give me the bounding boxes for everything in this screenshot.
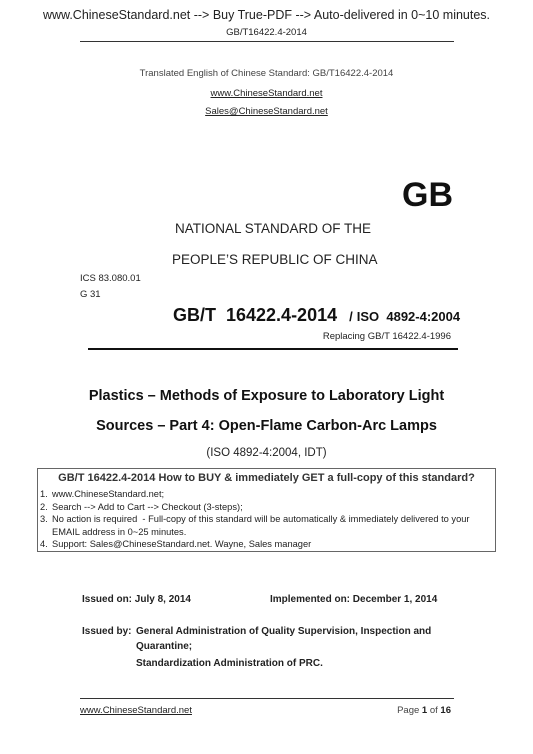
issued-by-label: Issued by:: [82, 626, 132, 637]
list-item: [40, 513, 492, 538]
page-of: of: [429, 705, 438, 716]
gb-mark: GB: [402, 176, 453, 214]
title-line2: Sources – Part 4: Open-Flame Carbon-Arc Lamps: [96, 418, 437, 434]
page-prefix: Page: [397, 705, 420, 716]
standard-number-line: [173, 305, 460, 326]
step-number: 1.: [40, 489, 48, 499]
issuer-line2: Quarantine;: [136, 641, 193, 652]
step-number: 2.: [40, 501, 48, 512]
buy-info-box: [37, 468, 496, 552]
step-text: No action is required - Full-copy of this standard will be automatically & immediately delivered to your EMAIL address in 0~25 minutes.: [52, 514, 473, 537]
footer-website-line: [80, 705, 192, 716]
step-text[interactable]: www.ChineseStandard.net;: [52, 489, 165, 499]
national-standard-line1: NATIONAL STANDARD OF THE: [175, 221, 372, 236]
ics-code: ICS 83.080.01: [80, 273, 141, 284]
buy-steps-list: [40, 488, 492, 551]
page-total: 16: [440, 705, 451, 716]
website-link[interactable]: www.ChineseStandard.net: [210, 88, 323, 99]
issuer-line3: Standardization Administration of PRC.: [136, 658, 323, 669]
footer-website-link[interactable]: www.ChineseStandard.net: [80, 705, 192, 716]
replacing-note: Replacing GB/T 16422.4-1996: [322, 331, 451, 342]
list-item: [40, 488, 492, 501]
step-text: Search --> Add to Cart --> Checkout (3-steps);: [52, 501, 243, 512]
step-number: 3.: [40, 514, 48, 524]
iso-number: ISO 4892-4:2004: [356, 309, 461, 324]
standard-separator: /: [349, 309, 353, 324]
step-text: Support: Sales@ChineseStandard.net. Wayne, Sales manager: [52, 539, 312, 549]
buy-info-heading: GB/T 16422.4-2014 How to BUY & immediately GET a full-copy of this standard?: [58, 472, 475, 484]
top-banner: www.ChineseStandard.net --> Buy True-PDF --> Auto-delivered in 0~10 minutes.: [42, 8, 491, 22]
list-item: [40, 501, 492, 514]
header-rule: [80, 41, 454, 42]
header-standard-code: GB/T16422.4-2014: [226, 27, 307, 38]
title-iso-equivalence: (ISO 4892-4:2004, IDT): [206, 447, 327, 459]
title-line1: Plastics – Methods of Exposure to Laboratory Light: [88, 388, 445, 404]
issuer-line1: General Administration of Quality Supervision, Inspection and: [136, 626, 432, 637]
list-item: [40, 538, 492, 551]
step-number: 4.: [40, 539, 48, 549]
footer-rule: [80, 698, 454, 699]
standard-number: GB/T 16422.4-2014: [173, 305, 338, 325]
email-link[interactable]: Sales@ChineseStandard.net: [205, 106, 328, 117]
national-standard-line2: PEOPLE’S REPUBLIC OF CHINA: [172, 252, 378, 267]
title-rule: [88, 348, 458, 350]
page-indicator: [397, 705, 451, 716]
translated-note: Translated English of Chinese Standard: GB/T16422.4-2014: [139, 68, 394, 79]
ccs-code: G 31: [80, 289, 101, 300]
implemented-date: Implemented on: December 1, 2014: [270, 594, 438, 605]
email-line: [0, 106, 533, 117]
website-line: [0, 88, 533, 99]
page-current: 1: [421, 705, 428, 716]
issued-date: Issued on: July 8, 2014: [82, 594, 191, 605]
